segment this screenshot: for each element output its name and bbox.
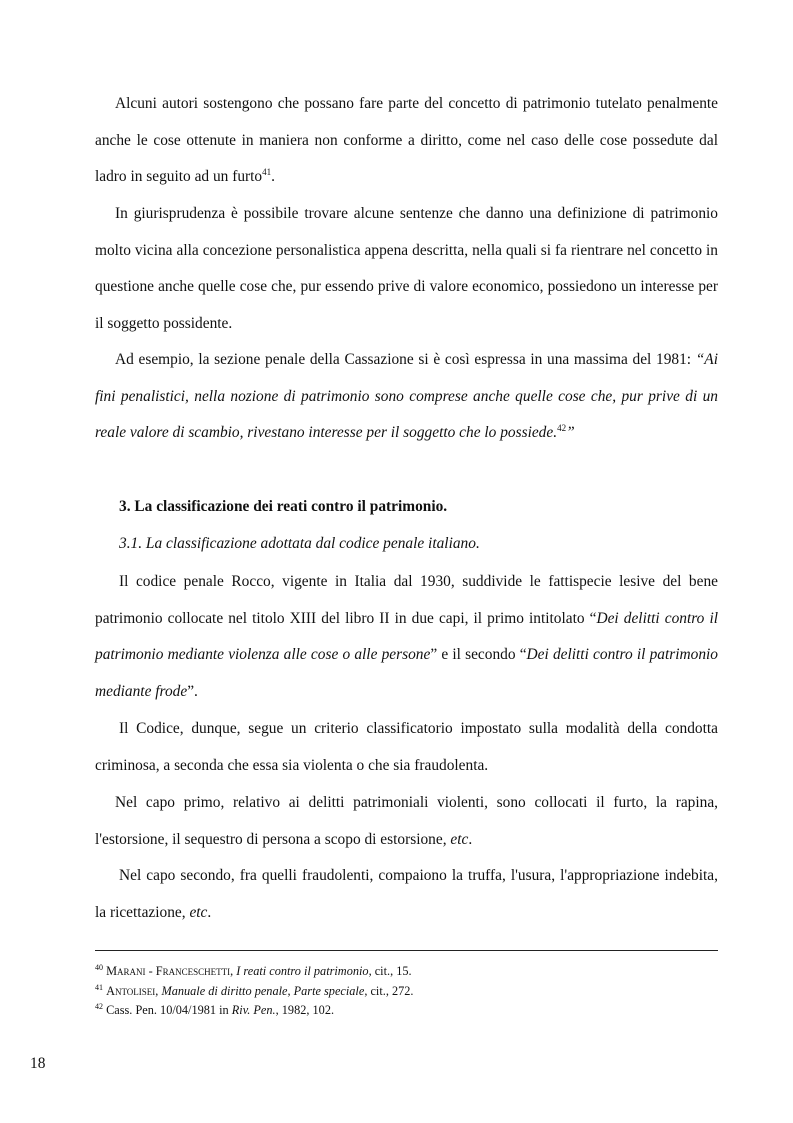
subsection-heading: 3.1. La classificazione adottata dal codice penale italiano. [119,535,480,552]
footnote-ref-41[interactable]: 41 [262,167,272,178]
paragraph-capo-primo: Nel capo primo, relativo ai delitti patrimoniali violenti, sono collocati il furto, la rapina, l'estorsione, il sequestro di persona a scopo di estorsione, etc. [95,794,718,848]
capo-primo-title: Dei delitti contro il patrimonio mediante violenza alle cose o alle persone [95,609,718,664]
footnote-ref-42[interactable]: 42 [557,423,567,434]
footnote-40: $^{40}$ Marani - Franceschetti, I reati contro il patrimonio, cit., 15. [95,963,412,978]
paragraph-text: In giurisprudenza è possibile trovare alcune sentenze che danno una definizione di patrimonio molto vicina alla concezione personalistica appena descritta, nella quali si fa rientrare nel concetto in questione anche quelle cose che, pur essendo prive di valore economico, possiedono un interesse per il soggetto possidente. [95,205,718,333]
footnote-42: $^{42}$ Cass. Pen. 10/04/1981 in Riv. Pen., 1982, 102. [95,1002,335,1017]
capo-secondo-title: Dei delitti contro il patrimonio mediante frode [95,646,718,701]
footnote-41: $^{41}$ Antolisei, Manuale di diritto penale, Parte speciale, cit., 272. [95,982,414,998]
footnotes [95,962,718,1021]
paragraph-text: Ad esempio, la sezione penale della Cassazione si è così espressa in una massima del 1981: [115,351,696,368]
quote-massima: “Ai fini penalistici, nella nozione di patrimonio sono comprese anche quelle cose che, pur prive di un reale valore di scambio, rivestano interesse per il soggetto che lo possiede. [95,351,718,442]
page-number: 18 [30,1055,46,1072]
paragraph-capo-secondo: Nel capo secondo, fra quelli fraudolenti, compaiono la truffa, l'usura, l'appropriazione indebita, la ricettazione, etc. [95,867,718,921]
paragraph-cassazione: Ad esempio, la sezione penale della Cassazione si è così espressa in una massima del 1981: “Ai fini penalistici, nella nozione di patrimonio sono comprese anche quelle cose che, pur prive di un reale valore di scambio, rivestano interesse per il soggetto che lo possiede.$^{42}$” [95,351,718,442]
section-heading: 3. La classificazione dei reati contro il patrimonio. [119,498,448,515]
paragraph-patrimonio-illecito: Alcuni autori sostengono che possano fare parte del concetto di patrimonio tutelato penalmente anche le cose ottenute in maniera non conforme a diritto, come nel caso delle cose possedute dal ladro in seguito ad un furto$^{41}$. [95,95,718,186]
paragraph-codice-rocco: Il codice penale Rocco, vigente in Italia dal 1930, suddivide le fattispecie lesive del bene patrimonio collocate nel titolo XIII del libro II in due capi, il primo intitolato “Dei delitti contro il patrimonio mediante violenza alle cose o alle persone” e il secondo “Dei delitti contro il patrimonio mediante frode”. [95,573,718,701]
footnote-separator [95,950,718,951]
paragraph-text: Il Codice, dunque, segue un criterio classificatorio impostato sulla modalità della condotta criminosa, a seconda che essa sia violenta o che sia fraudolenta. [95,720,718,774]
paragraph-criterio [95,711,718,784]
paragraph-text: Alcuni autori sostengono che possano fare parte del concetto di patrimonio tutelato penalmente anche le cose ottenute in maniera non conforme a diritto, come nel caso delle cose possedute dal ladro in seguito ad un furto [95,95,718,186]
paragraph-giurisprudenza [95,196,718,343]
